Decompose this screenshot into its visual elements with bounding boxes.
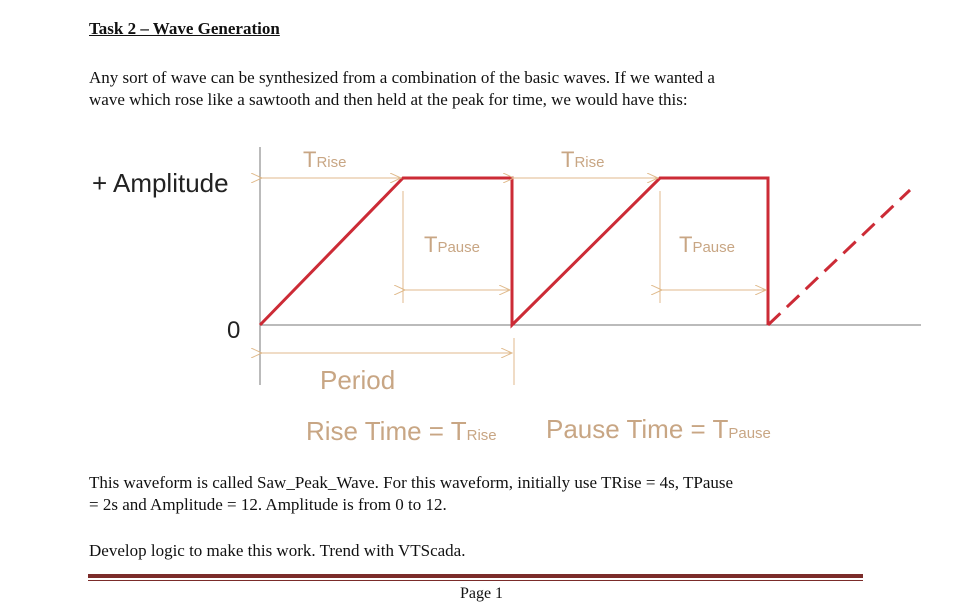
- description-line-2: = 2s and Amplitude = 12. Amplitude is from 0 to 12.: [89, 495, 447, 514]
- zero-label: 0: [227, 317, 241, 344]
- task-heading: Task 2 – Wave Generation: [89, 19, 280, 38]
- waveform-description: [89, 472, 733, 516]
- trise-label-2: TRise: [561, 147, 605, 172]
- pause-time-formula: Pause Time = TPause: [546, 414, 771, 444]
- instruction-text: Develop logic to make this work. Trend with VTScada.: [89, 541, 466, 560]
- tpause-label-2: TPause: [679, 232, 735, 257]
- footer-rule-thin: [88, 580, 863, 581]
- description-line-1: This waveform is called Saw_Peak_Wave. For this waveform, initially use TRise = 4s, TPause: [89, 473, 734, 492]
- amplitude-label: + Amplitude: [92, 168, 229, 198]
- trise-label-1: TRise: [303, 147, 347, 172]
- tpause-label-1: TPause: [424, 232, 480, 257]
- rise-time-formula: Rise Time = TRise: [306, 416, 497, 446]
- intro-line-2: wave which rose like a sawtooth and then held at the peak for time, we would have this:: [89, 90, 688, 109]
- footer-rule-thick: [88, 574, 863, 578]
- intro-line-1: Any sort of wave can be synthesized from a combination of the basic waves. If we wanted a: [89, 68, 715, 87]
- saw-peak-wave-diagram: [0, 135, 963, 455]
- period-label: Period: [320, 365, 396, 395]
- wave-continuation-dashed: [768, 190, 910, 325]
- intro-paragraph: [89, 67, 715, 111]
- page-number: Page 1: [459, 585, 504, 602]
